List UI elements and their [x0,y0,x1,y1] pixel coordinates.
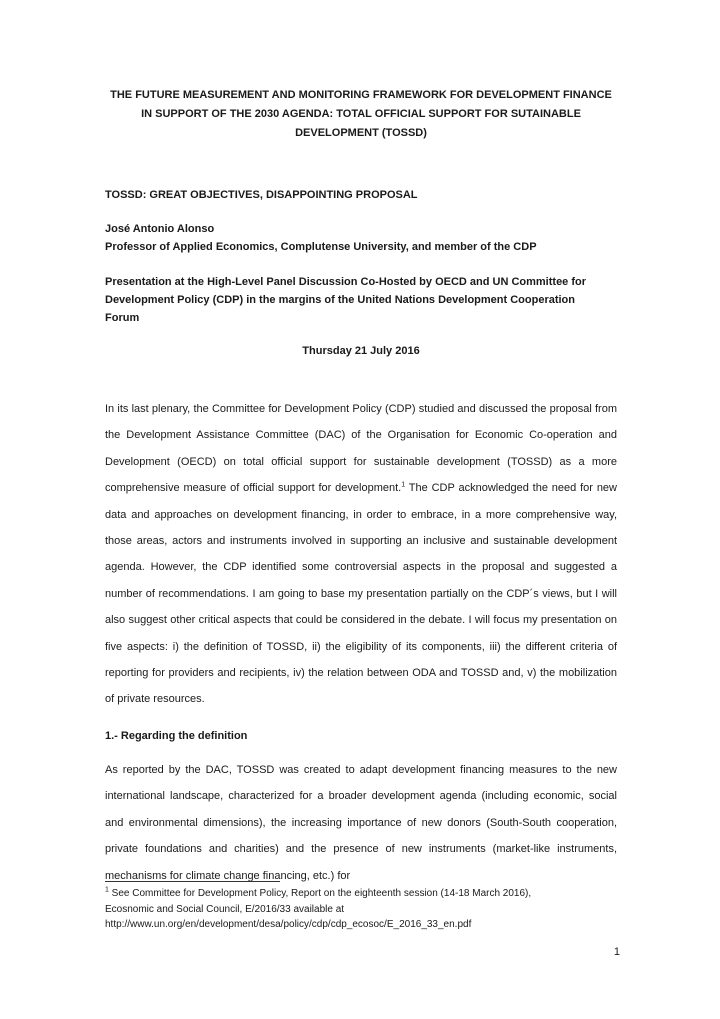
document-title [105,86,617,143]
footnote-line-2: Ecosnomic and Social Council, E/2016/33 available at [105,903,345,915]
footnote [105,886,620,933]
footnote-separator [105,881,280,882]
title-line-1: THE FUTURE MEASUREMENT AND MONITORING FRAMEWORK FOR DEVELOPMENT FINANCE [110,89,612,101]
author-block [105,220,617,256]
section-1-heading: 1.- Regarding the definition [105,730,248,742]
title-line-3: DEVELOPMENT (TOSSD) [295,127,427,139]
intro-text-part-2: The CDP acknowledged the need for new data and approaches on development financing, in order to embrace, in a more comprehensive way, those areas, actors and instruments involved in supporting an inclusive and sustainable development agenda. However, the CDP identified some controversial aspects in the proposal and suggested a number of recommendations. I am going to base my presentation partially on the CDP´s views, but I will also suggest other critical aspects that could be considered in the debate. I will focus my presentation on five aspects: i) the definition of TOSSD, ii) the eligibility of its components, iii) the different criteria of reporting for providers and recipients, iv) the relation between ODA and TOSSD and, v) the mobilization of private resources. [105,482,617,706]
footnote-text-1: See Committee for Development Policy, Report on the eighteenth session (14-18 March 2016), [108,888,532,899]
presentation-date: Thursday 21 July 2016 [302,345,420,357]
author-name: José Antonio Alonso [105,223,215,235]
intro-text-part-1: In its last plenary, the Committee for Development Policy (CDP) studied and discussed the proposal from the Development Assistance Committee (DAC) of the Organisation for Economic Co‑operation and Development (OECD) on total official support for sustainable development (TOSSD) as a more comprehensive measure of official support for development. [105,403,617,495]
footnote-reference: 1 [401,481,406,489]
intro-paragraph [105,396,617,713]
footnote-line-1 [105,886,620,902]
section-1-paragraph: As reported by the DAC, TOSSD was created to adapt development financing measures to the new international landscape, characterized for a broader development agenda (including economic, social and environmental dimensions), the increasing importance of new donors (South-South cooperation, private foundations and charities) and the presence of new instruments (market-like instruments, mechanisms for climate change financing, etc.) for [105,764,617,882]
presentation-line-3: Forum [105,312,140,324]
footnote-link[interactable]: http://www.un.org/en/development/desa/policy/cdp/cdp_ecosoc/E_2016_33_en.pdf [105,919,472,930]
presentation-info [105,273,617,327]
page-number: 1 [613,946,620,958]
presentation-line-1: Presentation at the High-Level Panel Discussion Co-Hosted by OECD and UN Committee for [105,276,587,288]
author-affiliation: Professor of Applied Economics, Complutense University, and member of the CDP [105,241,537,253]
title-line-2: IN SUPPORT OF THE 2030 AGENDA: TOTAL OFFICIAL SUPPORT FOR SUTAINABLE [141,108,581,120]
presentation-line-2: Development Policy (CDP) in the margins of the United Nations Development Cooperation [105,294,575,306]
subtitle: TOSSD: GREAT OBJECTIVES, DISAPPOINTING PROPOSAL [105,189,418,201]
footnote-marker: 1 [105,886,109,894]
